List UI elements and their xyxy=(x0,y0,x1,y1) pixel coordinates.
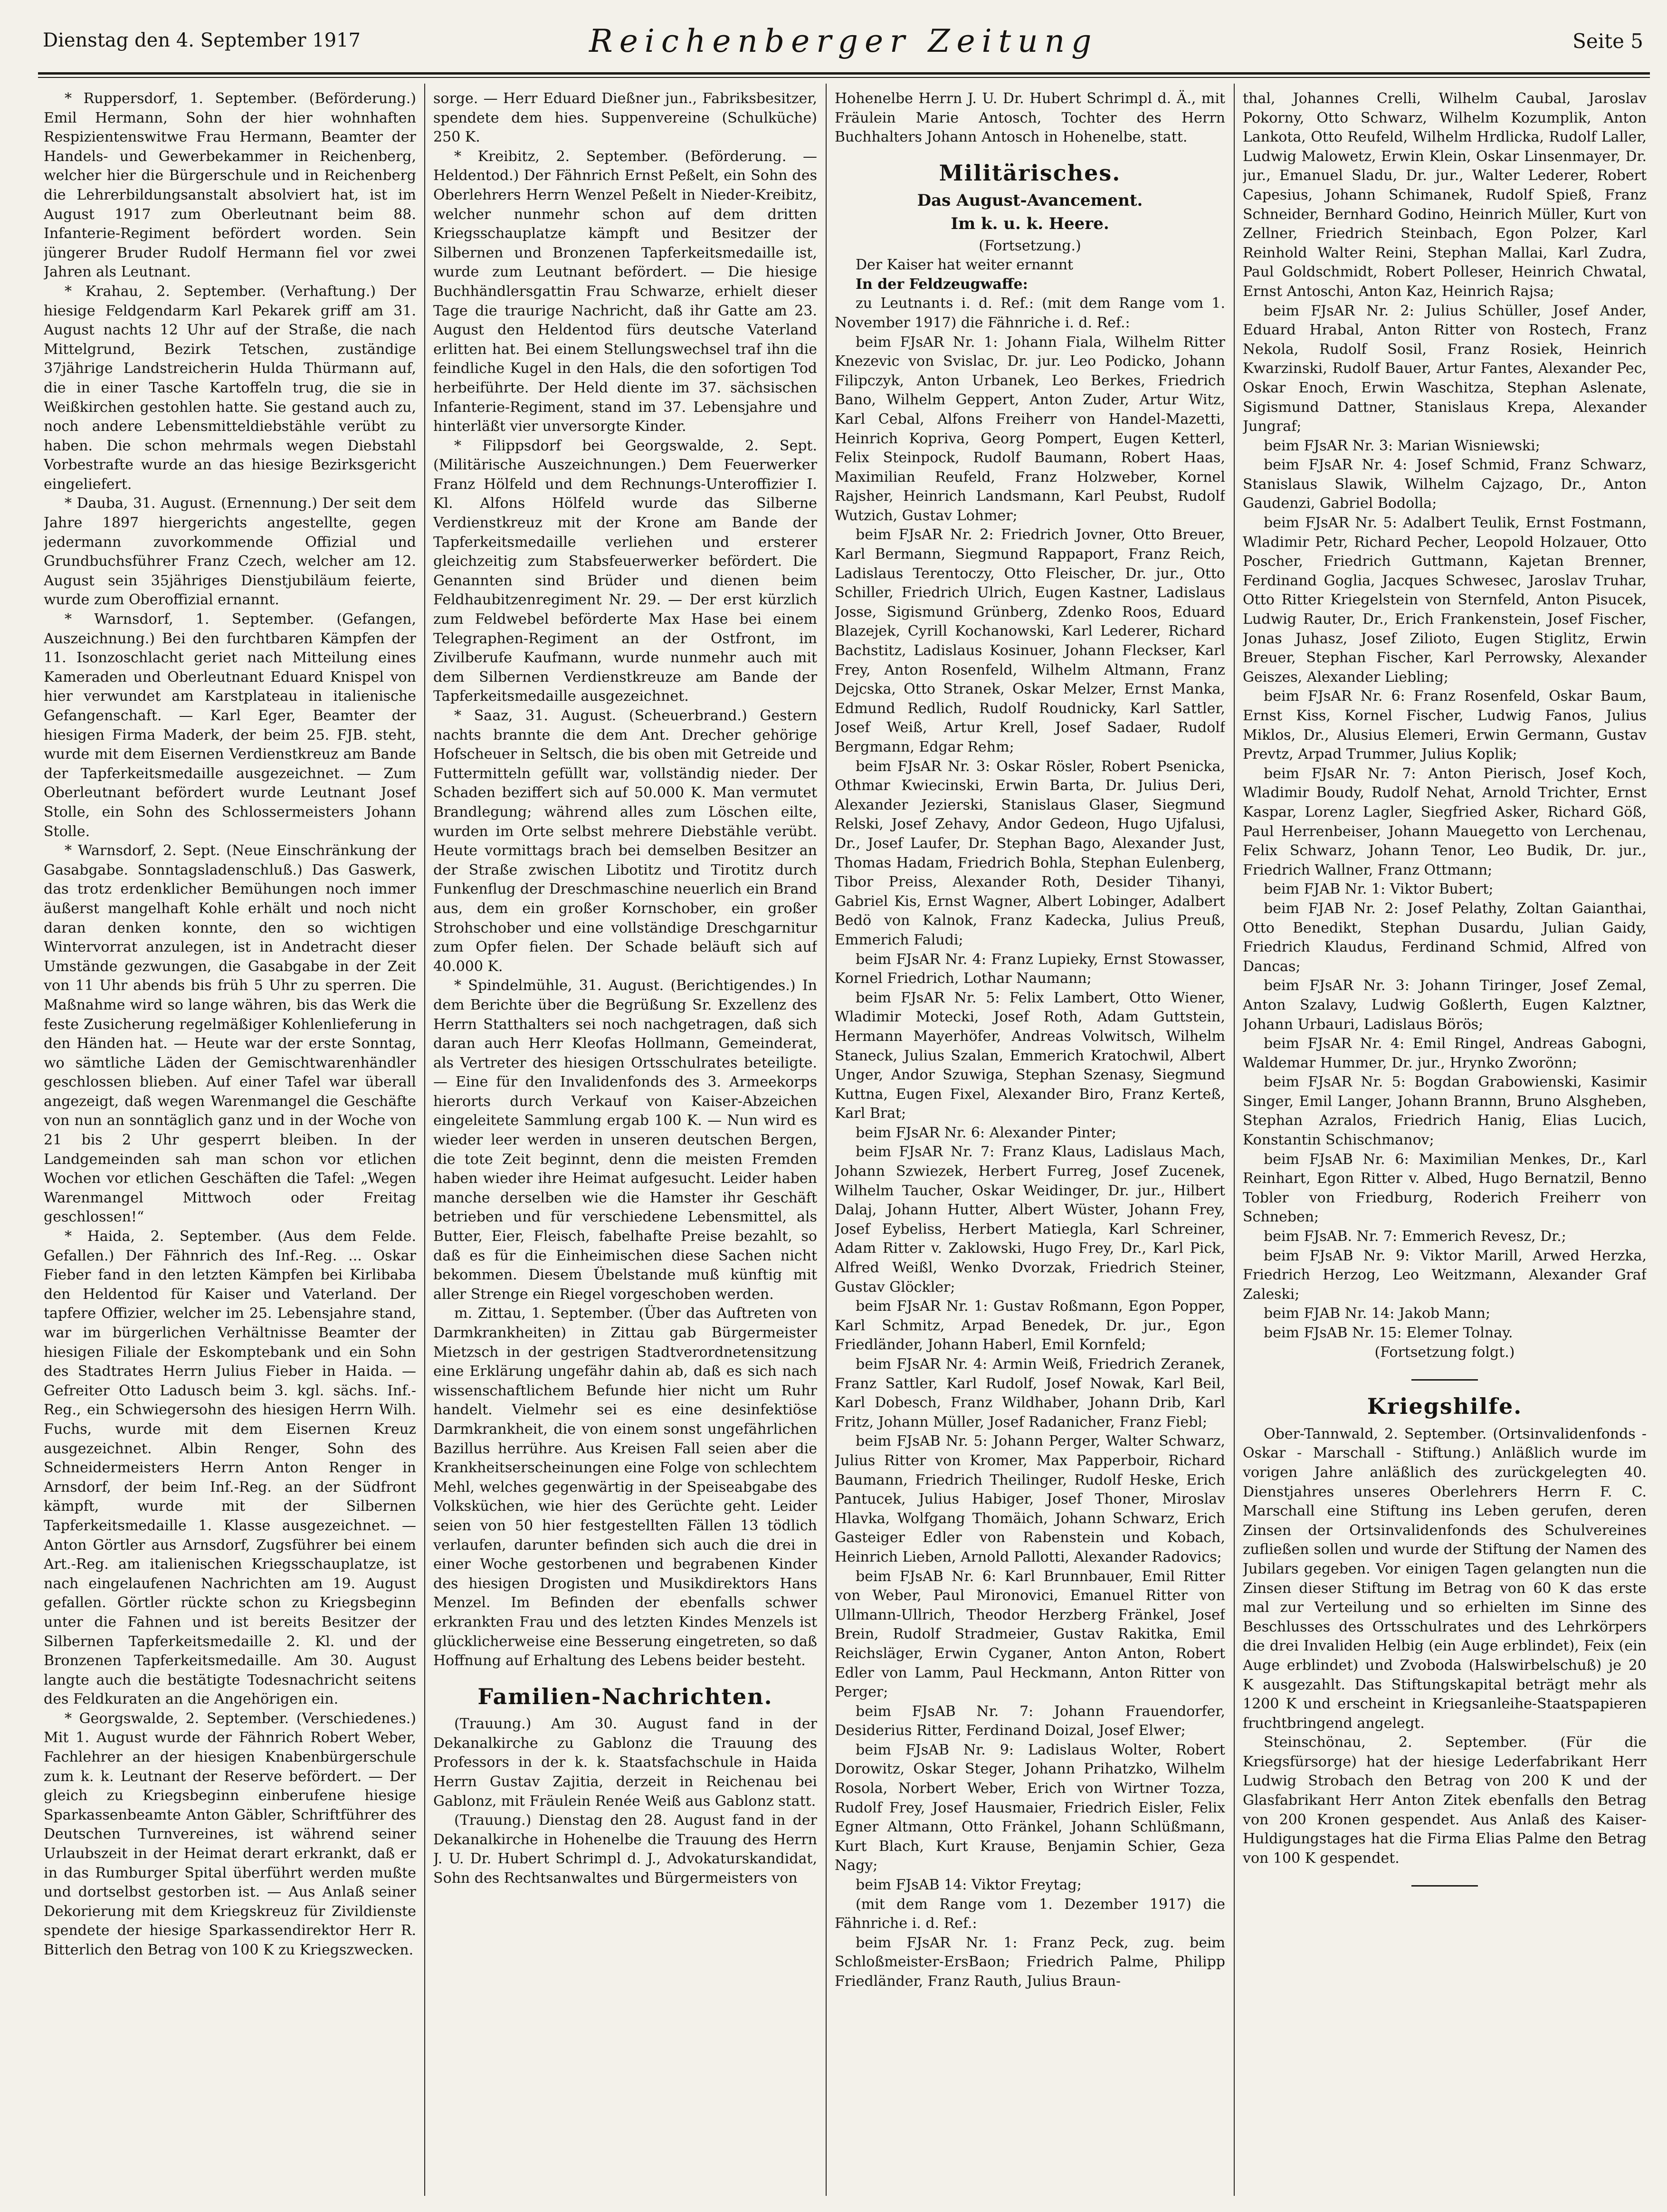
article: Hohenelbe Herrn J. U. Dr. Hubert Schrimpl d. Ä., mit Fräulein Marie Antosch, Tochter des Herrn Buchhalters Johann Antosch in Hohenelbe, statt. xyxy=(835,90,1225,146)
column-3 xyxy=(835,89,1225,2193)
list-item: beim FJsAR Nr. 6: Franz Rosenfeld, Oskar Baum, Ernst Kiss, Kornel Fischer, Ludwig Fanos, Julius Miklos, Dr., Alusius Elemeri, Erwin Germann, Gustav Prevtz, Arpad Trummer, Julius Koplik; xyxy=(1243,688,1647,763)
text-line: zu Leutnants i. d. Ref.: (mit dem Range vom 1. November 1917) die Fähnriche i. d. Ref.: xyxy=(835,295,1225,331)
list-item: beim FJAB Nr. 14: Jakob Mann; xyxy=(1264,1305,1491,1322)
list-item: beim FJsAR Nr. 7: Franz Klaus, Ladislaus Mach, Johann Szwiezek, Herbert Furreg, Josef Zucenek, Wilhelm Taucher, Oskar Weidinger, Dr. jur., Hilbert Dalaj, Johann Hutter, Albert Wüster, Johann Frey, Josef Eybeliss, Herbert Matiegla, Karl Schreiner, Adam Ritter v. Zaklowski, Hugo Frey, Dr., Karl Pick, Alfred Weißl, Wenko Dvorzak, Friedrich Steiner, Gustav Glöckler; xyxy=(835,1144,1225,1296)
list-item: beim FJsAR Nr. 3: Marian Wisniewski; xyxy=(1264,437,1540,454)
continuation-note: (Fortsetzung.) xyxy=(979,237,1081,254)
list-item: beim FJsAR Nr. 5: Bogdan Grabowienski, Kasimir Singer, Emil Langer, Johann Brannn, Bruno Alsgheben, Stephan Azralos, Friedrich Hanig, Elias Lucich, Konstantin Schischmanov; xyxy=(1243,1074,1647,1149)
list-item: beim FJsAR Nr. 1: Johann Fiala, Wilhelm Ritter Knezevic von Svislac, Dr. jur. Leo Podicko, Johann Filipczyk, Anton Urbanek, Leo Berkes, Friedrich Bano, Wilhelm Geppert, Anton Zuder, Artur Witz, Karl Cebal, Alfons Freiherr von Handel-Mazetti, Heinrich Kopriva, Georg Pompert, Eugen Ketterl, Felix Steinpock, Rudolf Baumann, Robert Haas, Maximilian Reufeld, Franz Holzweber, Kornel Rajsher, Heinrich Landsmann, Karl Peubst, Rudolf Wutzich, Gustav Lohmer; xyxy=(835,334,1225,524)
list-item: beim FJsAB Nr. 15: Elemer Tolnay. xyxy=(1264,1325,1513,1341)
list-item: beim FJsAB Nr. 5: Johann Perger, Walter Schwarz, Julius Ritter von Kromer, Max Papperboir, Richard Baumann, Friedrich Theilinger, Rudolf Heske, Erich Pantucek, Julius Habiger, Josef Thoner, Miroslav Hlavka, Wolfgang Thomäich, Johann Schwarz, Erich Gasteiger Edler von Rabenstein und Kobach, Heinrich Lieben, Arnold Pallotti, Alexander Radovics; xyxy=(835,1433,1225,1565)
list-item: beim FJsAB Nr. 6: Maximilian Menkes, Dr., Karl Reinhart, Egon Ritter v. Albed, Hugo Bernatzil, Benno Tobler von Friedburg, Roderich Freiherr von Schneben; xyxy=(1243,1151,1647,1226)
column-divider-3 xyxy=(1234,84,1235,2196)
list-item: thal, Johannes Crelli, Wilhelm Caubal, Jaroslav Pokorny, Otto Schwarz, Wilhelm Kozumplik, Anton Lankota, Otto Reufeld, Wilhelm Hrdlicka, Rudolf Laller, Ludwig Malowetz, Erwin Klein, Oskar Linsenmayer, Dr. jur., Emanuel Sladu, Dr. jur., Walter Lederer, Robert Capesius, Johann Schimanek, Rudolf Spieß, Franz Schneider, Bernhard Godino, Heinrich Müller, Kurt von Zellner, Friedrich Steinbach, Egon Polzer, Karl Reinhold Walter Reini, Stephan Mallai, Karl Zudra, Paul Goldschmidt, Robert Polleser, Heinrich Chwatal, Ernst Antoschi, Anton Kaz, Heinrich Rajsa; xyxy=(1243,90,1647,300)
article: * Filippsdorf bei Georgswalde, 2. Sept. (Militärische Auszeichnungen.) Dem Feuerwerker Franz Hölfeld und dem Rechnungs-Unteroffizier I. Kl. Alfons Hölfeld wurde das Silberne Verdienstkreuz mit der Krone am Bande der Tapferkeitsmedaille verliehen und ersterer gleichzeitig zum Stabsfeuerwerker befördert. Die Genannten sind Brüder und dienen beim Feldhaubitzenregiment Nr. 29. — Der erst kürzlich zum Feldwebel beförderte Max Hase bei einem Telegraphen-Regiment an der Ostfront, im Zivilberufe Kaufmann, wurde nunmehr auch mit dem Silbernen Verdienstkreuze am Bande der Tapferkeitsmedaille ausgezeichnet. xyxy=(433,437,817,705)
list-item: (mit dem Range vom 1. Dezember 1917) die Fähnriche i. d. Ref.: xyxy=(835,1896,1225,1932)
article: * Spindelmühle, 31. August. (Berichtigendes.) In dem Berichte über die Begrüßung Sr. Exzellenz des Herrn Statthalters sei noch nachgetragen, daß sich daran auch Herr Kleofas Hollmann, Gemeinderat, als Vertreter des hiesigen Ortsschulrates beteiligte. — Eine für den Invalidenfonds des 3. Armeekorps hierorts durch Verkauf von Kaiser-Abzeichen eingeleitete Sammlung ergab 100 K. — Nun wird es wieder leer werden in unseren deutschen Bergen, die tote Zeit beginnt, denn die meisten Fremden haben wieder ihre Heimat aufgesucht. Leider haben manche derselben wie die Hamster ihr Geschäft betrieben und für verschiedene Lebensmittel, als Butter, Eier, Fleisch, fabelhafte Preise bezahlt, so daß es für die Einheimischen diese Sachen nicht bekommen. Diesem Übelstande muß künftig mit aller Strenge ein Riegel vorgeschoben werden. xyxy=(433,977,817,1303)
article: * Ruppersdorf, 1. September. (Beförderung.) Emil Hermann, Sohn der hier wohnhaften Respizientenswitwe Frau Hermann, Beamter der Handels- und Gewerbekammer in Reichenberg, welcher hier die Bürgerschule und in Reichenberg die Lehrerbildungsanstalt absolviert hat, ist im August 1917 zum Oberleutnant beim 88. Infanterie-Regiment befördert worden. Sein jüngerer Bruder Rudolf Hermann fiel vor zwei Jahren als Leutnant. xyxy=(44,90,416,281)
article: * Haida, 2. September. (Aus dem Felde. Gefallen.) Der Fähnrich des Inf.-Reg. ... Oskar Fieber fand in den letzten Kämpfen bei Kirlibaba den Heldentod für Kaiser und Vaterland. Der tapfere Offizier, welcher im 25. Lebensjahre stand, war im bürgerlichen Verhältnisse Beamter der hiesigen Filiale der Eskomptebank und ein Sohn des Stadtrates Herrn Julius Fieber in Haida. — Gefreiter Otto Ladusch beim 3. kgl. sächs. Inf.-Reg., ein Schwiegersohn des hiesigen Herrn Wilh. Fuchs, wurde mit dem Eisernen Kreuz ausgezeichnet. Albin Renger, Sohn des Schneidermeisters Herrn Anton Renger in Arnsdorf, der beim Inf.-Reg. an der Südfront kämpft, wurde mit der Silbernen Tapferkeitsmedaille 1. Klasse ausgezeichnet. — Anton Görtler aus Arnsdorf, Zugsführer bei einem Art.-Reg. am italienischen Kriegsschauplatze, ist nach eingelaufenen Nachrichten am 19. August gefallen. Görtler rückte schon zu Kriegsbeginn unter die Fahnen und ist bereits Besitzer der Silbernen Tapferkeitsmedaille 2. Kl. und der Bronzenen Tapferkeitsmedaille. Am 30. August langte auch die bestätigte Todesnachricht seitens des Feldkuraten an die Angehörigen ein. xyxy=(44,1228,416,1708)
list-item: beim FJsAR Nr. 5: Felix Lambert, Otto Wiener, Wladimir Motecki, Josef Roth, Adam Guttstein, Hermann Mayerhöfer, Andreas Volwitsch, Wilhelm Staneck, Julius Szalan, Emmerich Kratochwil, Albert Unger, Andor Szuwiga, Stephan Szenasy, Siegmund Kuttna, Eugen Fixel, Alexander Biro, Franz Kerteß, Karl Brat; xyxy=(835,989,1225,1122)
page-header xyxy=(43,23,1648,66)
article: * Krahau, 2. September. (Verhaftung.) Der hiesige Feldgendarm Karl Pekarek griff am 31. August nachts 12 Uhr auf der Straße, die nach Mittelgrund, Bezirk Tetschen, zuständige 37jährige Landstreicherin Hulda Thürmann auf, die in einer Tasche Kartoffeln trug, die sie in Weißkirchen gestohlen hatte. Sie gestand auch zu, noch andere Lebensmitteldiebstähle verübt zu haben. Die schon mehrmals wegen Diebstahl Vorbestrafte wurde an das hiesige Bezirksgericht eingeliefert. xyxy=(44,283,416,493)
list-item: beim FJsAR Nr. 1: Franz Peck, zug. beim Schloßmeister-ErsBaon; Friedrich Palme, Philipp Friedländer, Franz Rauth, Julius Braun- xyxy=(835,1934,1225,1990)
list-item: beim FJsAR Nr. 2: Friedrich Jovner, Otto Breuer, Karl Bermann, Siegmund Rappaport, Franz Reich, Ladislaus Terentoczy, Otto Fleischer, Dr. jur., Otto Schiller, Friedrich Ulrich, Eugen Kastner, Ladislaus Josse, Sigismund Grünberg, Zdenko Roos, Eduard Blazejek, Cyrill Kochanowski, Karl Lederer, Richard Bachstitz, Ladislaus Kosinuer, Johann Fleckser, Karl Frey, Anton Rosenfeld, Wilhelm Altmann, Franz Dejcska, Otto Stranek, Oskar Melzer, Ernst Manka, Edmund Redlich, Rudolf Roudnicky, Karl Sattler, Josef Weiß, Artur Krell, Josef Sadaer, Rudolf Bergmann, Edgar Rehm; xyxy=(835,526,1225,755)
list-item: beim FJsAR Nr. 1: Gustav Roßmann, Egon Popper, Karl Schmitz, Arpad Benedek, Dr. jur., Egon Friedländer, Johann Haberl, Emil Kornfeld; xyxy=(835,1298,1225,1354)
list-item: beim FJsAR Nr. 3: Johann Tiringer, Josef Zemal, Anton Szalavy, Ludwig Goßlerth, Eugen Kalztner, Johann Urbauri, Ladislaus Börös; xyxy=(1243,977,1647,1033)
article: (Trauung.) Dienstag den 28. August fand in der Dekanalkirche in Hohenelbe die Trauung des Herrn J. U. Dr. Hubert Schrimpl d. J., Advokaturskandidat, Sohn des Rechtsanwaltes und Bürgermeisters von xyxy=(433,1812,817,1887)
list-item: beim FJsAR Nr. 7: Anton Pierisch, Josef Koch, Wladimir Boudy, Rudolf Nehat, Arnold Trichter, Ernst Kaspar, Lorenz Lagler, Siegfried Asker, Richard Göß, Paul Herrenbeiser, Johann Mauegetto von Lerchenau, Felix Schwarz, Johann Tenor, Leo Budik, Dr. jur., Friedrich Wallner, Franz Ottmann; xyxy=(1243,765,1647,878)
subheading: Im k. u. k. Heere. xyxy=(951,214,1109,233)
list-item: beim FJsAR Nr. 4: Emil Ringel, Andreas Gabogni, Waldemar Hummer, Dr. jur., Hrynko Zworönn; xyxy=(1243,1035,1647,1071)
article: * Warnsdorf, 1. September. (Gefangen, Auszeichnung.) Bei den furchtbaren Kämpfen der 11. Isonzoschlacht geriet nach Mitteilung eines Kameraden und Oberleutnant Eduard Knispel von hier verwundet am Karstplateau in italienische Gefangenschaft. — Karl Eger, Beamter der hiesigen Firma Maderk, der beim 25. FJB. steht, wurde mit dem Eisernen Verdienstkreuz am Bande der Tapferkeitsmedaille ausgezeichnet. — Zum Oberleutnant befördert wurde Leutnant Josef Stolle, ein Sohn des Schlossermeisters Johann Stolle. xyxy=(44,611,416,840)
column-divider-2 xyxy=(826,84,827,2196)
text-line: In der Feldzeugwaffe: xyxy=(856,276,1028,293)
subheading: Das August-Avancement. xyxy=(917,191,1143,210)
list-item: beim FJsAR Nr. 6: Alexander Pinter; xyxy=(856,1124,1116,1141)
continuation-note: (Fortsetzung folgt.) xyxy=(1374,1344,1515,1361)
section-divider xyxy=(1411,1885,1478,1887)
column-4 xyxy=(1243,89,1647,2193)
newspaper-title: Reichenberger Zeitung xyxy=(589,23,1098,59)
list-item: beim FJsAB Nr. 9: Ladislaus Wolter, Robert Dorowitz, Oskar Steger, Johann Prihatzko, Wilhelm Rosola, Norbert Weber, Erich von Wirtner Tozza, Rudolf Frey, Josef Hausmaier, Friedrich Eisler, Felix Egner Altmann, Otto Fränkel, Johann Schlüßmann, Kurt Blach, Kurt Krause, Benjamin Schier, Geza Nagy; xyxy=(835,1741,1225,1874)
article: * Dauba, 31. August. (Ernennung.) Der seit dem Jahre 1897 hiergerichts angestellte, gegen jedermann zuvorkommende Offizial und Grundbuchsführer Franz Czech, welcher am 12. August sein 35jähriges Dienstjubiläum feierte, wurde zum Oberoffizial ernannt. xyxy=(44,495,416,609)
page-number: Seite 5 xyxy=(1572,29,1643,53)
section-heading-family: Familien-Nachrichten. xyxy=(477,1683,773,1709)
list-item: beim FJsAR Nr. 4: Franz Lupieky, Ernst Stowasser, Kornel Friedrich, Lothar Naumann; xyxy=(835,951,1225,987)
list-item: beim FJsAR Nr. 3: Oskar Rösler, Robert Psenicka, Othmar Kwiecinski, Erwin Barta, Dr. Julius Deri, Alexander Jezierski, Stanislaus Glaser, Siegmund Relski, Josef Zehavy, Andor Gedeon, Hugo Ujfalusi, Dr., Josef Laufer, Dr. Stephan Bago, Alexander Just, Thomas Hadam, Friedrich Bohla, Stephan Eulenberg, Tibor Preiss, Alexander Roth, Desider Tihanyi, Gabriel Kis, Ernst Wagner, Albert Lobinger, Adalbert Bedö von Kalnok, Franz Kadecka, Julius Preuß, Emmerich Faludi; xyxy=(835,758,1225,948)
article: * Warnsdorf, 2. Sept. (Neue Einschränkung der Gasabgabe. Sonntagsladenschluß.) Das Gaswerk, das trotz erdenklicher Bemühungen noch immer äußerst mangelhaft Kohle erhält und noch nicht daran denken konnte, den so wichtigen Wintervorrat anzulegen, ist in Andetracht dieser Umstände gezwungen, die Gasabgabe in der Zeit von 11 Uhr abends bis früh 5 Uhr zu sperren. Die Maßnahme wird so lange währen, bis das Werk die feste Zusicherung regelmäßiger Kohlenlieferung in den Händen hat. — Heute war der erste Sonntag, wo sämtliche Läden der Gemischtwarenhändler geschlossen blieben. Auf einer Tafel war überall angezeigt, daß wegen Warenmangel die Geschäfte von nun an sonntäglich ganz und in der Woche von 21 bis 2 Uhr gesperrt bleiben. In der Landgemeinden sah man schon vor etlichen Wochen vor etlichen Geschäften die Tafel: „Wegen Warenmangel Mittwoch oder Freitag geschlossen!“ xyxy=(44,842,416,1226)
list-item: beim FJsAB 14: Viktor Freytag; xyxy=(856,1877,1082,1894)
column-1 xyxy=(44,89,416,2193)
section-heading-military: Militärisches. xyxy=(939,160,1121,186)
header-rule xyxy=(38,72,1650,75)
article: Steinschönau, 2. September. (Für die Kriegsfürsorge) hat der hiesige Lederfabrikant Herr Ludwig Strobach den Betrag von 200 K und der Glasfabrikant Herr Anton Zitek ebenfalls den Betrag von 200 Kronen gespendet. Aus Anlaß des Kaiser-Huldigungstages hat die Firma Elias Palme den Betrag von 100 K gespendet. xyxy=(1243,1734,1647,1867)
list-item: beim FJsAR Nr. 4: Josef Schmid, Franz Schwarz, Stanislaus Slawik, Wilhelm Cajzago, Dr., Anton Gaudenzi, Gabriel Bodolla; xyxy=(1243,457,1647,512)
list-item: beim FJsAB Nr. 6: Karl Brunnbauer, Emil Ritter von Weber, Paul Mironovici, Emanuel Ritter von Ullmann-Ullrich, Theodor Herzberg Fränkel, Josef Brein, Rudolf Stradmeier, Gustav Rakitka, Emil Reichsläger, Erwin Cyganer, Anton Anton, Robert Edler von Lamm, Paul Heckmann, Anton Ritter von Perger; xyxy=(835,1568,1225,1701)
list-item: beim FJsAR Nr. 2: Julius Schüller, Josef Ander, Eduard Hrabal, Anton Ritter von Rostech, Franz Nekola, Rudolf Sosil, Franz Rosiek, Heinrich Kwarzinski, Rudolf Bauer, Artur Fantes, Alexander Pec, Oskar Enoch, Erwin Waschitza, Stephan Aslenate, Sigismund Dattner, Stanislaus Krepa, Alexander Jungraf; xyxy=(1243,302,1647,435)
article: * Saaz, 31. August. (Scheuerbrand.) Gestern nachts brannte die dem Ant. Drecher gehörige Hofscheuer in Seltsch, die bis oben mit Getreide und Futtermitteln gefüllt war, vollständig nieder. Der Schaden beziffert sich auf 50.000 K. Man vermutet Brandlegung; während alles zum Löschen eilte, wurden im Orte selbst mehrere Diebstähle verübt. Heute vormittags brach bei demselben Besitzer an der Straße zwischen Libotitz und Tirotitz durch Funkenflug der Dreschmaschine neuerlich ein Brand aus, dem ein großer Kornschober, ein großer Strohschober und eine vollständige Dreschgarnitur zum Opfer fielen. Der Schade beläuft sich auf 40.000 K. xyxy=(433,707,817,975)
article: * Georgswalde, 2. September. (Verschiedenes.) Mit 1. August wurde der Fähnrich Robert Weber, Fachlehrer an der hiesigen Knabenbürgerschule zum k. k. Leutnant der Reserve befördert. — Der gleich zu Kriegsbeginn einberufene hiesige Sparkassenbeamte Anton Gäbler, Schriftführer des Deutschen Turnvereines, ist während seiner Urlaubszeit in der Heimat derart erkrankt, daß er in das Rumburger Spital überführt werden mußte und dortselbst gestorben ist. — Aus Anlaß seiner Dekorierung mit dem Kriegskreuz für Zivildienste spendete der hiesige Sparkassendirektor Herr R. Bitterlich den Betrag von 100 K zu Kriegszwecken. xyxy=(44,1710,416,1958)
article: m. Zittau, 1. September. (Über das Auftreten von Darmkrankheiten) in Zittau gab Bürgermeister Mietzsch in der gestrigen Stadtverordnetensitzung eine Erklärung ungefähr dahin ab, daß es sich nach wissenschaftlichem Befunde hier nicht um Ruhr handelt. Vielmehr sei es eine desinfektiöse Darmkrankheit, die von einem sonst ungefährlichen Bazillus herrühre. Aus Kreisen Fall seien aber die Krankheitserscheinungen eine Folge von schlechtem Mehl, welches gegenwärtig in der Speiseabgabe des Volksküchen, wie hier des Gerüchte geht. Leider seien von 50 hier festgestellten Fällen 13 tödlich verlaufen, darunter befinden sich auch die drei in einer Woche gestorbenen und begrabenen Kinder des hiesigen Drogisten und Musikdirektors Hans Menzel. Im Befinden der ebenfalls schwer erkrankten Frau und des letzten Kindes Menzels ist glücklicherweise eine Besserung eingetreten, so daß Hoffnung auf Erhaltung des Lebens beider besteht. xyxy=(433,1305,817,1669)
list-item: beim FJsAR Nr. 5: Adalbert Teulik, Ernst Fostmann, Wladimir Petr, Richard Pecher, Leopold Holzauer, Otto Poscher, Friedrich Guttmann, Kajetan Brenner, Ferdinand Goglia, Jacques Schwesec, Jaroslav Truhar, Otto Ritter Kriegelstein von Sternfeld, Anton Pisucek, Ludwig Rauter, Dr., Erich Frankenstein, Josef Fischer, Jonas Juhasz, Josef Zilioto, Eugen Stiglitz, Erwin Breuer, Stephan Fischer, Karl Perrowsky, Alexander Geiszes, Alexander Liebling; xyxy=(1243,515,1647,686)
article: (Trauung.) Am 30. August fand in der Dekanalkirche zu Gablonz die Trauung des Professors in der k. k. Staatsfachschule in Haida Herrn Gustav Zajitia, derzeit in Reichenau bei Gablonz, mit Fräulein Renée Weiß aus Gablonz statt. xyxy=(433,1716,817,1810)
column-divider-1 xyxy=(424,84,425,2196)
article: sorge. — Herr Eduard Dießner jun., Fabriksbesitzer, spendete dem hies. Suppenvereine (Schulküche) 250 K. xyxy=(433,90,817,146)
article: * Kreibitz, 2. September. (Beförderung. — Heldentod.) Der Fähnrich Ernst Peßelt, ein Sohn des Oberlehrers Herrn Wenzel Peßelt in Nieder-Kreibitz, welcher nunmehr schon auf dem dritten Kriegsschauplatze kämpft und Besitzer der Silbernen und Bronzenen Tapferkeitsmedaille ist, wurde zum Leutnant befördert. — Die hiesige Buchhändlersgattin Frau Schwarze, erhielt dieser Tage die traurige Nachricht, daß ihr Gatte am 23. August den Heldentod fürs deutsche Vaterland erlitten hat. Bei einem Stellungswechsel traf ihn die feindliche Kugel in den Hals, die den sofortigen Tod herbeiführte. Der Held diente im 37. sächsischen Infanterie-Regiment, stand im 37. Lebensjahre und hinterläßt vier unversorgte Kinder. xyxy=(433,148,817,435)
list-item: beim FJsAB Nr. 9: Viktor Marill, Arwed Herzka, Friedrich Herzog, Leo Weitzmann, Alexander Graf Zaleski; xyxy=(1243,1247,1647,1303)
list-item: beim FJsAB. Nr. 7: Emmerich Revesz, Dr.; xyxy=(1264,1228,1566,1245)
issue-date: Dienstag den 4. September 1917 xyxy=(43,29,361,51)
section-heading-war-relief: Kriegshilfe. xyxy=(1367,1393,1523,1420)
list-item: beim FJsAR Nr. 4: Armin Weiß, Friedrich Zeranek, Franz Sattler, Karl Rudolf, Josef Nowak, Karl Beil, Karl Dobesch, Franz Wildhaber, Johann Drib, Karl Fritz, Johann Müller, Josef Radanicher, Franz Fiebl; xyxy=(835,1356,1225,1430)
text-line: Der Kaiser hat weiter ernannt xyxy=(856,257,1074,274)
list-item: beim FJAB Nr. 2: Josef Pelathy, Zoltan Gaianthai, Otto Benedikt, Stephan Dusardu, Julian Gaidy, Friedrich Klaudus, Ferdinand Schmid, Alfred von Dancas; xyxy=(1243,900,1647,975)
column-2 xyxy=(433,89,817,2193)
article: Ober-Tannwald, 2. September. (Ortsinvalidenfonds - Oskar - Marschall - Stiftung.) Anläßlich wurde im vorigen Jahre anläßlich des zurückgelegten 40. Dienstjahres unseres Oberlehrers Herrn F. C. Marschall eine Stiftung ins Leben gerufen, deren Zinsen der Ortsinvalidenfonds des Schulvereines zufließen sollen und wurde der Stiftung der Namen des Jubilars gegeben. Vor einigen Tagen gelangten nun die Zinsen dieser Stiftung im Betrag von 60 K das erste mal zur Verteilung und so erhielten im Sinne des Beschlusses des Ortsschulrates und des Lehrkörpers die drei Invaliden Helbig (ein Auge erblindet), Feix (ein Auge erblindet) und Zvoboda (Halswirbelschuß) je 20 K ausgezahlt. Das Stiftungskapital beträgt mehr als 1200 K und erscheint in Kriegsanleihe-Staatspapieren fruchtbringend angelegt. xyxy=(1243,1425,1647,1732)
section-divider xyxy=(1411,1379,1478,1381)
header-rule-thin xyxy=(38,77,1650,78)
list-item: beim FJAB Nr. 1: Viktor Bubert; xyxy=(1264,881,1494,898)
list-item: beim FJsAB Nr. 7: Johann Frauendorfer, Desiderius Ritter, Ferdinand Doizal, Josef Elwer; xyxy=(835,1703,1225,1739)
